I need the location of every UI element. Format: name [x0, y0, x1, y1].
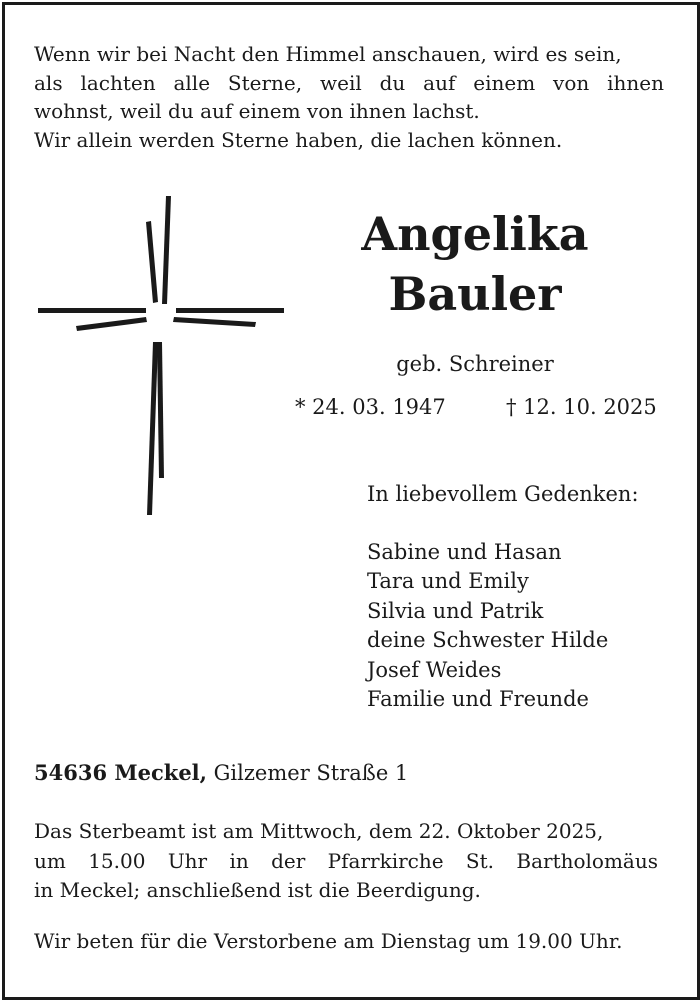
- list-item: Josef Weides: [367, 657, 502, 682]
- poem-line: wohnst, weil du auf einem von ihnen lachst.: [34, 99, 480, 123]
- poem-line: als lachten alle Sterne, weil du auf einem von ihnen: [34, 70, 664, 95]
- list-item: Sabine und Hasan: [367, 540, 562, 564]
- cross-icon: [36, 192, 288, 517]
- address-street: Gilzemer Straße 1: [213, 761, 409, 785]
- mourners-intro: In liebevollem Gedenken:: [367, 482, 639, 506]
- birth-date: * 24. 03. 1947: [295, 395, 446, 419]
- maiden-name: geb. Schreiner: [396, 352, 554, 376]
- deceased-last-name: Bauler: [388, 267, 562, 321]
- poem: [34, 40, 664, 154]
- service-line: um 15.00 Uhr in der Pfarrkirche St. Bartholomäus: [34, 848, 658, 873]
- death-date: † 12. 10. 2025: [506, 395, 657, 419]
- poem-line: Wenn wir bei Nacht den Himmel anschauen, wird es sein,: [34, 42, 622, 66]
- service-line: in Meckel; anschließend ist die Beerdigung.: [34, 878, 481, 902]
- deceased-name: [300, 204, 650, 324]
- poem-line: Wir allein werden Sterne haben, die lachen können.: [34, 127, 563, 152]
- service-info: [34, 817, 658, 906]
- list-item: Silvia und Patrik: [367, 598, 544, 623]
- service-line: Das Sterbeamt ist am Mittwoch, dem 22. Oktober 2025,: [34, 819, 604, 843]
- mourners-list: [367, 538, 608, 714]
- prayer-info: Wir beten für die Verstorbene am Dienstag um 19.00 Uhr.: [34, 929, 623, 953]
- list-item: Familie und Freunde: [367, 687, 589, 712]
- address: [34, 760, 408, 785]
- list-item: Tara und Emily: [367, 569, 529, 594]
- list-item: deine Schwester Hilde: [367, 628, 609, 653]
- deceased-first-name: Angelika: [361, 207, 589, 261]
- address-city: 54636 Meckel,: [34, 760, 207, 785]
